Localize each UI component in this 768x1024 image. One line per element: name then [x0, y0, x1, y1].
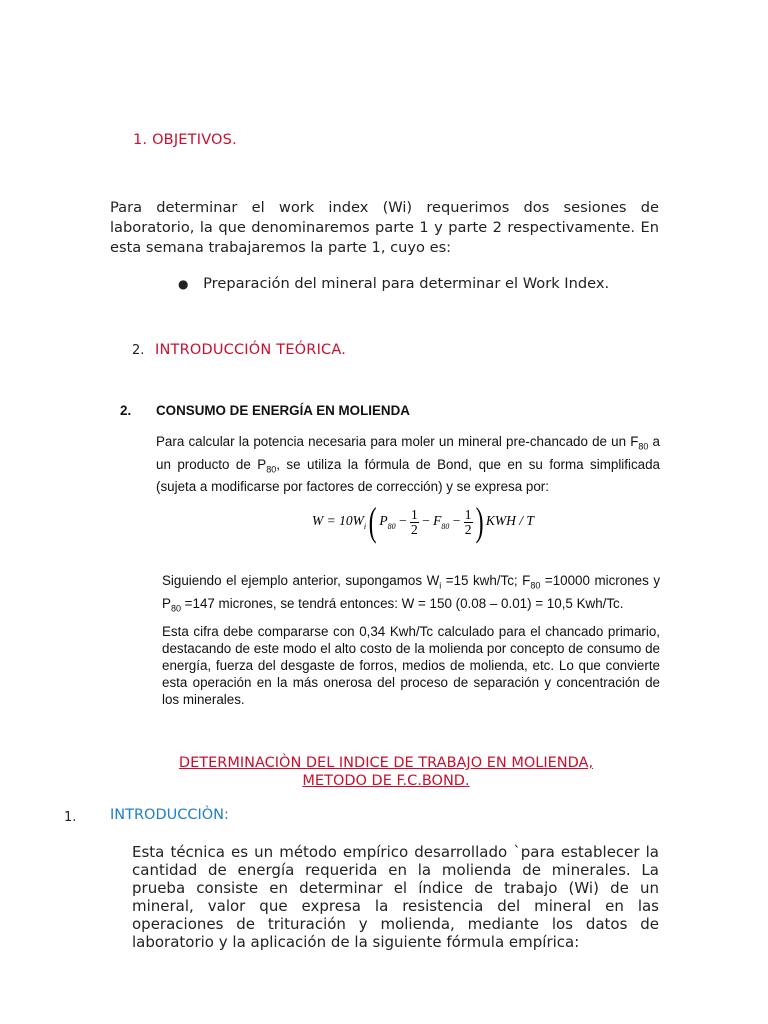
inset-paragraph-1: Para calcular la potencia necesaria para moler un mineral pre-chancado de un $F_{80}$ a un producto de $P_{80}$, se utiliza la fórmula de Bond, que en su forma simplificada (sujeta a modificarse por factores de corrección) y se expresa por: [156, 434, 660, 495]
fraction: $\frac{1}{2}$ [411, 506, 418, 537]
section2-number: 2. [132, 343, 145, 358]
bullet-dot-icon: ● [178, 277, 189, 291]
fraction: $\frac{1}{2}$ [464, 506, 472, 537]
section1-title: OBJETIVOS. [152, 132, 237, 148]
bullet-text: Preparación del mineral para determinar el Work Index. [203, 275, 610, 292]
section3-number: 1. [64, 810, 77, 825]
inset-excerpt [118, 400, 660, 710]
center-title [110, 754, 662, 790]
section2-heading [132, 342, 346, 358]
inset-title: CONSUMO DE ENERGÍA EN MOLIENDA [156, 403, 410, 418]
section3-title: INTRODUCCIÒN: [110, 807, 229, 823]
section1-number: 1. [133, 132, 148, 148]
center-title-line-1: DETERMINACIÒN DEL INDICE DE TRABAJO EN MOLIENDA, [178, 755, 594, 771]
inset-paragraph-2: Siguiendo el ejemplo anterior, supongamos $W_i =15$ kwh/Tc; $F_{80} =10000$ micrones y $P_{80} =147$ micrones, se tendrá entonces: W = 150 (0.08 – 0.01) = 10,5 Kwh/Tc. [162, 573, 661, 614]
left-paren-icon: ( [368, 499, 377, 544]
section1-heading [133, 132, 237, 148]
center-title-line-2: METODO DE F.C.BOND. [302, 773, 470, 789]
inset-number: 2. [120, 403, 132, 418]
right-paren-icon: ) [475, 499, 484, 544]
section3-paragraph: Esta técnica es un método empírico desarrollado `para establecer la cantidad de energía requerida en la molienda de minerales. La prueba consiste en determinar el índice de trabajo (Wi) de un mineral, valor que expresa la resistencia del mineral en las operaciones de trituración y molienda, mediante los datos de laboratorio y la aplicación de la siguiente fórmula empírica: [132, 843, 659, 951]
section2-title: INTRODUCCIÓN TEÓRICA. [155, 342, 347, 358]
inset-paragraph-3: Esta cifra debe compararse con 0,34 Kwh/Tc calculado para el chancado primario, destacando de este modo el alto costo de la molienda por concepto de consumo de energía, fuerza del desgaste de forros, medios de molienda, etc. Lo que convierte esta operación en la más onerosa del proceso de separación y concentración de los minerales. [162, 624, 660, 707]
bond-formula: $W = 10W_i$( $P_{80}$ − $\frac{1}{2}$ − $F_{80}$ − $\frac{1}{2}$ ) KWH / T [312, 499, 534, 544]
bullet-list-item [178, 274, 609, 294]
inset-heading [120, 402, 410, 419]
section1-paragraph: Para determinar el work index (Wi) requerimos dos sesiones de laboratorio, la que denominaremos parte 1 y parte 2 respectivamente. En esta semana trabajaremos la parte 1, cuyo es: [110, 199, 659, 256]
